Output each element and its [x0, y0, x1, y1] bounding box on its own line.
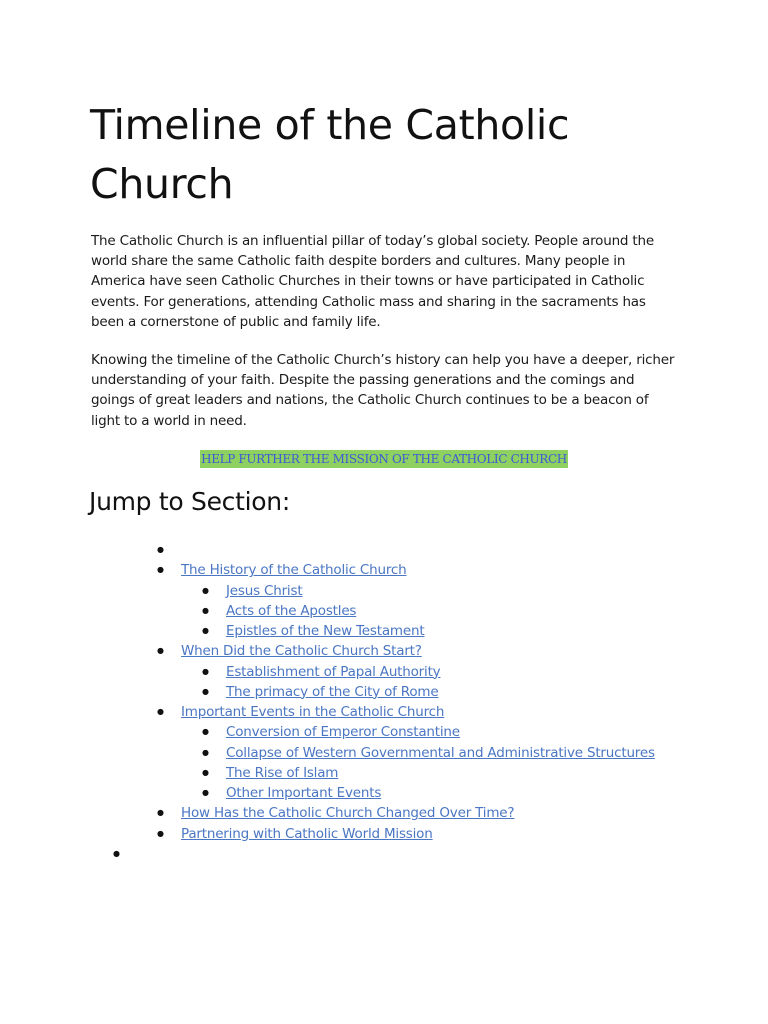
- toc-item-history: [0, 560, 768, 580]
- cta-container: [0, 448, 768, 468]
- toc-link-epistles[interactable]: Epistles of the New Testament: [226, 623, 425, 639]
- bullet-icon: ●: [202, 585, 209, 595]
- toc-subitem-jesus-christ: [0, 581, 768, 601]
- mission-cta-link[interactable]: HELP FURTHER THE MISSION OF THE CATHOLIC CHURCH: [201, 452, 567, 466]
- bullet-icon: ●: [202, 788, 209, 797]
- bullet-icon: ●: [113, 848, 120, 858]
- toc-empty-item: [0, 844, 768, 864]
- toc-link-other-events[interactable]: Other Important Events: [226, 785, 382, 801]
- toc-subitem-epistles: [0, 621, 768, 641]
- toc-link-primacy-of-rome[interactable]: The primacy of the City of Rome: [226, 683, 439, 700]
- toc-link-jesus-christ[interactable]: Jesus Christ: [226, 582, 303, 599]
- intro-paragraph-1: The Catholic Church is an influential pillar of today’s global society. People around the world share the same Catholic faith despite borders and cultures. Many people in America have seen Catholic Churches in their towns or have participated in Catholic events. For generations, attending Catholic mass and sharing in the sacraments has been a cornerstone of public and family life.: [91, 233, 654, 330]
- toc-item-start: [0, 641, 768, 661]
- toc-subitem-rome: [0, 682, 768, 702]
- toc-link-important-events[interactable]: Important Events in the Catholic Church: [181, 704, 445, 720]
- toc-link-papal-authority[interactable]: Establishment of Papal Authority: [226, 663, 441, 680]
- toc-subitem-acts: [0, 601, 768, 621]
- toc-link-collapse-western[interactable]: Collapse of Western Governmental and Administrative Structures: [226, 744, 655, 761]
- bullet-icon: ●: [157, 808, 164, 818]
- bullet-icon: ●: [202, 626, 209, 635]
- bullet-icon: ●: [157, 646, 164, 656]
- toc-subitem-constantine: [0, 722, 768, 742]
- toc-empty-item: [0, 540, 768, 560]
- toc-link-history[interactable]: The History of the Catholic Church: [181, 562, 407, 579]
- bullet-icon: ●: [202, 727, 209, 737]
- bullet-icon: ●: [202, 666, 209, 676]
- bullet-icon: ●: [202, 767, 209, 777]
- intro-paragraph-2: Knowing the timeline of the Catholic Church’s history can help you have a deeper, richer understanding of your faith. Despite the passing generations and the comings and goings of great leaders and nations, the Catholic Church continues to be a beacon of light to a world in need.: [91, 352, 675, 429]
- bullet-icon: ●: [202, 686, 209, 696]
- toc-link-church-start[interactable]: When Did the Catholic Church Start?: [181, 643, 422, 660]
- toc-item-changed: [0, 803, 768, 823]
- toc-link-partnering[interactable]: Partnering with Catholic World Mission: [181, 825, 433, 842]
- bullet-icon: ●: [157, 828, 164, 838]
- toc-subitem-collapse: [0, 743, 768, 763]
- page-title: Timeline of the Catholic Church: [90, 101, 570, 208]
- toc-link-constantine[interactable]: Conversion of Emperor Constantine: [226, 724, 460, 741]
- toc-subitem-papal-authority: [0, 662, 768, 682]
- bullet-icon: ●: [202, 605, 209, 615]
- toc-link-changed-over-time[interactable]: How Has the Catholic Church Changed Over Time?: [181, 805, 515, 822]
- jump-to-section-heading: Jump to Section:: [89, 487, 290, 516]
- toc-item-partnering: [0, 824, 768, 844]
- toc-link-rise-of-islam[interactable]: The Rise of Islam: [226, 764, 339, 781]
- bullet-icon: ●: [202, 747, 209, 757]
- bullet-icon: ●: [157, 545, 164, 554]
- toc-subitem-islam: [0, 763, 768, 783]
- toc-item-important-events: [0, 702, 768, 722]
- toc-link-acts-of-the-apostles[interactable]: Acts of the Apostles: [226, 602, 357, 619]
- bullet-icon: ●: [157, 707, 164, 716]
- bullet-icon: ●: [157, 565, 164, 575]
- table-of-contents: [0, 540, 768, 864]
- toc-subitem-other-events: [0, 783, 768, 803]
